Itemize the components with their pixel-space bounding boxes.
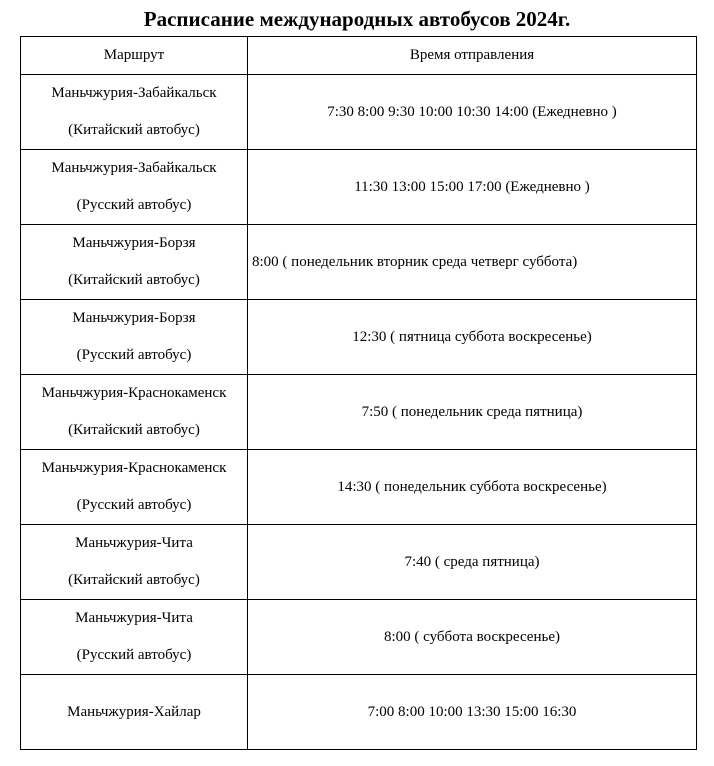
bus-type: (Русский автобус) [76,647,192,663]
departure-cell [248,525,697,600]
bus-type: (Китайский автобус) [68,122,200,138]
departure-cell [248,225,697,300]
route-name: Маньчжурия-Хайлар [67,704,201,720]
bus-type: (Русский автобус) [76,347,192,363]
departure-times: 7:30 8:00 9:30 10:00 10:30 14:00 (Ежедневно ) [327,104,617,120]
bus-type: (Русский автобус) [76,197,192,213]
departure-times: 8:00 ( суббота воскресенье) [384,629,560,645]
schedule-table [20,36,697,750]
table-row [21,150,697,225]
route-cell [21,525,248,600]
table-row [21,675,697,750]
departure-times: 11:30 13:00 15:00 17:00 (Ежедневно ) [354,179,590,195]
bus-type: (Русский автобус) [76,497,192,513]
header-departure: Время отправления [248,37,697,75]
page-title: Расписание международных автобусов 2024г. [143,7,571,31]
table-row [21,375,697,450]
table-header-row [21,37,697,75]
departure-times: 7:40 ( среда пятница) [404,554,540,570]
route-name: Маньчжурия-Забайкальск [51,85,217,101]
route-cell [21,225,248,300]
route-name: Маньчжурия-Борзя [72,310,196,326]
departure-cell [248,450,697,525]
route-name: Маньчжурия-Борзя [72,235,196,251]
departure-cell [248,150,697,225]
table-row [21,75,697,150]
route-name: Маньчжурия-Чита [75,610,193,626]
table-row [21,300,697,375]
departure-times: 12:30 ( пятница суббота воскресенье) [352,329,592,345]
departure-times: 7:00 8:00 10:00 13:30 15:00 16:30 [367,704,577,720]
departure-times: 7:50 ( понедельник среда пятница) [361,404,583,420]
route-name: Маньчжурия-Краснокаменск [41,460,227,476]
route-cell [21,600,248,675]
route-cell [21,300,248,375]
route-name: Маньчжурия-Чита [75,535,193,551]
route-cell [21,675,248,750]
table-row [21,600,697,675]
header-route: Маршрут [21,37,248,75]
table-row [21,225,697,300]
route-cell [21,150,248,225]
route-name: Маньчжурия-Забайкальск [51,160,217,176]
route-cell [21,375,248,450]
route-cell [21,450,248,525]
route-cell [21,75,248,150]
departure-cell [248,675,697,750]
departure-cell [248,75,697,150]
departure-times: 14:30 ( понедельник суббота воскресенье) [337,479,607,495]
route-name: Маньчжурия-Краснокаменск [41,385,227,401]
departure-times: 8:00 ( понедельник вторник среда четверг суббота) [252,254,578,270]
bus-type: (Китайский автобус) [68,422,200,438]
departure-cell [248,375,697,450]
bus-type: (Китайский автобус) [68,272,200,288]
table-row [21,525,697,600]
table-row [21,450,697,525]
departure-cell [248,300,697,375]
bus-type: (Китайский автобус) [68,572,200,588]
departure-cell [248,600,697,675]
